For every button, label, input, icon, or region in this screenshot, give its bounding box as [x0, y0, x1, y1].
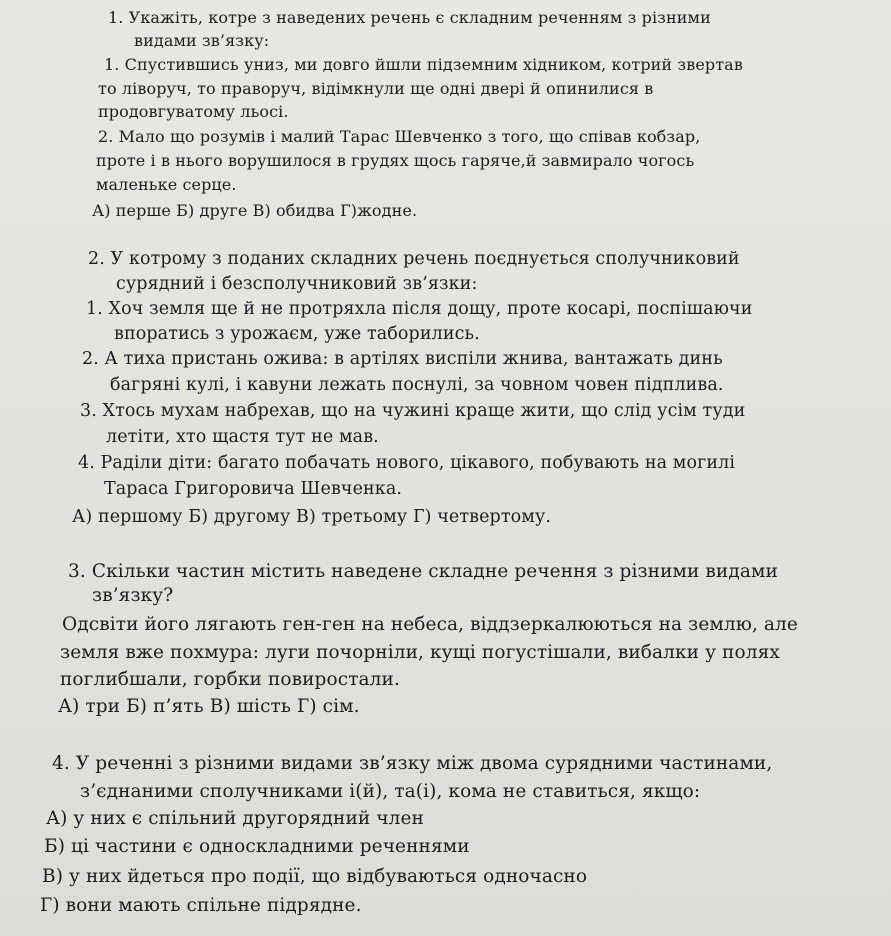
question-2-body-line-1: 1. Хоч земля ще й не протряхла після дощу, проте косарі, поспішаючи — [86, 299, 753, 319]
question-3-body-line-3: поглибшали, горбки повиростали. — [60, 669, 400, 690]
question-2-body-line-7: 4. Раділи діти: багато побачать нового, цікавого, побувають на могилі — [78, 453, 736, 473]
question-2-body-line-5: 3. Хтось мухам набрехав, що на чужині краще жити, що слід усім туди — [80, 401, 746, 421]
question-4-option-c: В) у них йдеться про події, що відбуваються одночасно — [42, 866, 588, 887]
question-3-title-line-1: 3. Скільки частин містить наведене складне речення з різними видами — [68, 561, 778, 582]
question-1-body-line-2: то ліворуч, то праворуч, відімкнули ще одні двері й опинилися в — [98, 79, 654, 98]
question-2-body-line-6: летіти, хто щастя тут не мав. — [106, 427, 379, 447]
question-2-answers: А) першому Б) другому В) третьому Г) четвертому. — [72, 507, 552, 527]
question-3-title-line-2: зв’язку? — [92, 585, 174, 606]
question-1-body-line-4: 2. Мало що розумів і малий Тарас Шевченко з того, що співав кобзар, — [98, 127, 701, 146]
question-2-body-line-8: Тараса Григоровича Шевченка. — [104, 479, 403, 499]
question-2-title-line-1: 2. У котрому з поданих складних речень поєднується сполучниковий — [88, 249, 740, 269]
question-1-body-line-3: продовгуватому льосі. — [98, 102, 289, 121]
question-1-title-line-1: 1. Укажіть, котре з наведених речень є складним реченням з різними — [108, 8, 711, 27]
question-1-body-line-6: маленьке серце. — [96, 175, 237, 194]
question-4-title-line-1: 4. У реченні з різними видами зв’язку між двома сурядними частинами, — [52, 753, 773, 774]
question-4-option-a: А) у них є спільний другорядний член — [46, 808, 424, 829]
question-1-body-line-5: проте і в нього ворушилося в грудях щось гаряче,й завмирало чогось — [96, 151, 695, 170]
question-4-title-line-2: з’єднаними сполучниками і(й), та(і), кома не ставиться, якщо: — [80, 781, 701, 802]
question-4-option-b: Б) ці частини є односкладними реченнями — [44, 836, 470, 857]
question-1-title-line-2: видами зв’язку: — [134, 31, 270, 50]
question-3-answers: А) три Б) п’ять В) шість Г) сім. — [58, 696, 360, 717]
question-4-option-d: Г) вони мають спільне підрядне. — [40, 895, 362, 916]
question-1-answers: А) перше Б) друге В) обидва Г)жодне. — [92, 201, 418, 220]
question-2-body-line-4: багряні кулі, і кавуни лежать поснулі, за човном човен підплива. — [110, 375, 724, 395]
question-3-body-line-2: земля вже похмура: луги почорніли, кущі погустішали, вибалки у полях — [60, 642, 780, 663]
question-1-body-line-1: 1. Спустившись униз, ми довго йшли підземним хідником, котрий звертав — [104, 55, 743, 74]
question-2-title-line-2: сурядний і безсполучниковий зв’язки: — [116, 274, 478, 294]
question-2-body-line-2: впоратись з урожаєм, уже таборились. — [114, 324, 480, 344]
question-2-body-line-3: 2. А тиха пристань ожива: в артілях виспіли жнива, вантажать динь — [82, 349, 723, 369]
question-3-body-line-1: Одсвіти його лягають ген-ген на небеса, віддзеркалюються на землю, але — [62, 614, 798, 635]
